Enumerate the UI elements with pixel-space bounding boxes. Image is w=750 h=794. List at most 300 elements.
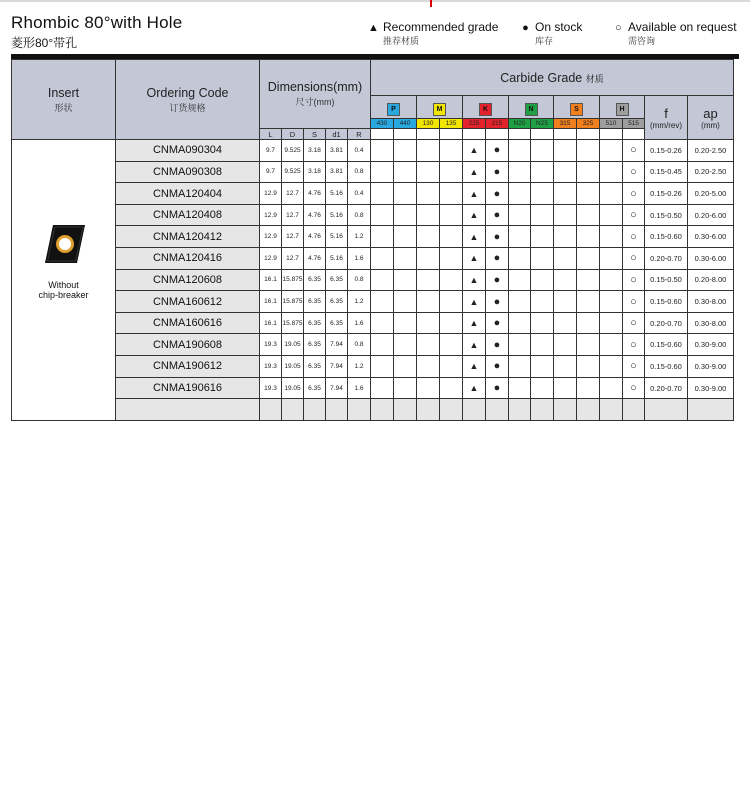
on-request-ring-icon: ○	[630, 295, 637, 308]
dot-icon: ●	[522, 22, 529, 34]
product-table	[11, 59, 734, 421]
on-stock-dot-icon: ●	[493, 144, 501, 157]
dimension-d1: 5.16	[326, 204, 348, 226]
grade-cell	[417, 269, 440, 291]
grade-cell	[417, 399, 440, 421]
triangle-icon: ▲	[368, 22, 379, 34]
depth-value: 0.20-8.00	[688, 269, 734, 291]
depth-value: 0.30-9.00	[688, 377, 734, 399]
grade-cell	[463, 140, 486, 162]
grade-cell	[623, 334, 645, 356]
grade-cell	[509, 291, 531, 313]
dimension-r	[348, 399, 371, 421]
grade-cell	[486, 312, 509, 334]
grade-cell	[371, 140, 394, 162]
grade-cell	[577, 248, 600, 270]
recommended-triangle-icon: ▲	[469, 231, 479, 242]
grade-cell	[577, 356, 600, 378]
depth-value: 0.20-5.00	[688, 183, 734, 205]
grade-cell	[440, 399, 463, 421]
grade-cell	[531, 377, 554, 399]
grade-cell	[486, 248, 509, 270]
grade-spacer	[600, 129, 623, 140]
top-rule	[0, 0, 750, 2]
dimension-r: 1.6	[348, 377, 371, 399]
dimension-l: 12.9	[260, 226, 282, 248]
ordering-code: CNMA090308	[116, 161, 260, 183]
grade-cell	[417, 248, 440, 270]
table-row	[12, 312, 734, 334]
depth-value: 0.20-2.50	[688, 140, 734, 162]
grade-cell	[623, 356, 645, 378]
legend-sub: 库存	[535, 36, 554, 46]
dimension-col-s: S	[304, 129, 326, 140]
on-stock-dot-icon: ●	[493, 273, 501, 286]
grade-spacer	[417, 129, 440, 140]
grade-cell	[486, 140, 509, 162]
grade-cell	[486, 161, 509, 183]
dimension-d1: 5.16	[326, 248, 348, 270]
grade-cell	[577, 334, 600, 356]
grade-code: 515	[623, 119, 645, 129]
grade-cell	[417, 226, 440, 248]
grade-cell	[394, 399, 417, 421]
grade-cell	[623, 204, 645, 226]
grade-cell	[371, 204, 394, 226]
grade-cell	[394, 377, 417, 399]
dimension-d: 9.525	[282, 161, 304, 183]
grade-cell	[394, 334, 417, 356]
grade-cell	[600, 161, 623, 183]
depth-value: 0.30-8.00	[688, 291, 734, 313]
grade-cell	[486, 377, 509, 399]
dimension-s: 4.76	[304, 248, 326, 270]
grade-group-m	[417, 96, 463, 119]
grade-cell	[554, 248, 577, 270]
table-row	[12, 248, 734, 270]
grade-cell	[417, 291, 440, 313]
grade-spacer	[486, 129, 509, 140]
grade-cell	[623, 377, 645, 399]
insert-header	[12, 60, 116, 140]
dimension-s: 6.35	[304, 269, 326, 291]
grade-cell	[463, 291, 486, 313]
on-request-ring-icon: ○	[630, 317, 637, 330]
grade-cell	[486, 204, 509, 226]
dimensions-header-label: Dimensions(mm)	[267, 80, 363, 94]
on-stock-dot-icon: ●	[493, 338, 501, 351]
grade-cell	[440, 377, 463, 399]
grade-cell	[623, 399, 645, 421]
grade-cell	[509, 269, 531, 291]
grade-letter-badge: S	[570, 103, 583, 116]
dimension-l: 19.3	[260, 356, 282, 378]
grade-cell	[394, 226, 417, 248]
grade-spacer	[509, 129, 531, 140]
grade-letter-badge: P	[387, 103, 400, 116]
dimension-r: 0.8	[348, 161, 371, 183]
recommended-triangle-icon: ▲	[469, 274, 479, 285]
grade-cell	[371, 248, 394, 270]
ordering-code: CNMA120608	[116, 269, 260, 291]
feed-value: 0.15-0.60	[645, 334, 688, 356]
grade-cell	[554, 356, 577, 378]
carbide-grade-cn: 材质	[585, 73, 604, 84]
grade-cell	[509, 183, 531, 205]
insert-header-label: Insert	[47, 85, 80, 100]
grade-group-k	[463, 96, 509, 119]
grade-cell	[577, 140, 600, 162]
dimension-s: 3.18	[304, 161, 326, 183]
dimension-d: 19.05	[282, 356, 304, 378]
on-request-ring-icon: ○	[630, 209, 637, 222]
dimension-d: 15.875	[282, 312, 304, 334]
dimension-d: 9.525	[282, 140, 304, 162]
table-row	[12, 140, 734, 162]
recommended-triangle-icon: ▲	[469, 210, 479, 221]
grade-cell	[600, 377, 623, 399]
grade-cell	[371, 291, 394, 313]
recommended-triangle-icon: ▲	[469, 361, 479, 372]
feed-value: 0.15-0.60	[645, 226, 688, 248]
grade-cell	[623, 226, 645, 248]
dimension-d: 15.875	[282, 291, 304, 313]
legend-label: Recommended grade	[383, 20, 499, 34]
grade-cell	[486, 399, 509, 421]
grade-cell	[371, 356, 394, 378]
feed-value: 0.20-0.70	[645, 248, 688, 270]
depth-value: 0.30-9.00	[688, 356, 734, 378]
grade-letter-badge: M	[433, 103, 446, 116]
grade-cell	[440, 334, 463, 356]
table-row	[12, 226, 734, 248]
on-stock-dot-icon: ●	[493, 382, 501, 394]
dimension-col-d1: d1	[326, 129, 348, 140]
feed-value: 0.15-0.26	[645, 183, 688, 205]
grade-cell	[509, 399, 531, 421]
grade-spacer	[531, 129, 554, 140]
grade-cell	[440, 183, 463, 205]
ordering-code	[116, 399, 260, 421]
depth-value	[688, 399, 734, 421]
grade-cell	[600, 226, 623, 248]
feed-value	[645, 399, 688, 421]
grade-cell	[417, 204, 440, 226]
grade-cell	[577, 312, 600, 334]
grade-cell	[509, 140, 531, 162]
grade-cell	[394, 269, 417, 291]
ordering-code: CNMA120408	[116, 204, 260, 226]
dimension-d1	[326, 399, 348, 421]
dimension-l: 12.9	[260, 248, 282, 270]
depth-unit: (mm)	[701, 120, 720, 130]
on-request-ring-icon: ○	[630, 252, 637, 265]
grade-spacer	[554, 129, 577, 140]
recommended-triangle-icon: ▲	[469, 296, 479, 307]
ordering-code: CNMA120412	[116, 226, 260, 248]
grade-cell	[554, 204, 577, 226]
grade-cell	[531, 161, 554, 183]
grade-cell	[554, 291, 577, 313]
grade-cell	[623, 269, 645, 291]
grade-group-n	[509, 96, 554, 119]
dimension-s: 6.35	[304, 312, 326, 334]
grade-code: 510	[600, 119, 623, 129]
dimension-l: 12.9	[260, 204, 282, 226]
feed-value: 0.15-0.50	[645, 269, 688, 291]
grade-cell	[623, 248, 645, 270]
grade-cell	[440, 226, 463, 248]
dimension-d1: 5.16	[326, 226, 348, 248]
grade-cell	[509, 334, 531, 356]
grade-cell	[577, 226, 600, 248]
dimension-d: 19.05	[282, 334, 304, 356]
grade-cell	[531, 334, 554, 356]
ordering-header-label: Ordering Code	[146, 85, 229, 100]
carbide-grade-label: Carbide Grade	[500, 70, 583, 85]
on-request-ring-icon: ○	[630, 187, 637, 200]
on-request-ring-icon: ○	[630, 165, 637, 178]
grade-cell	[440, 291, 463, 313]
dimension-s: 6.35	[304, 291, 326, 313]
grade-code: N25	[531, 119, 554, 129]
grade-cell	[623, 312, 645, 334]
on-stock-dot-icon: ●	[493, 317, 501, 330]
recommended-triangle-icon: ▲	[469, 383, 479, 393]
dimension-d	[282, 399, 304, 421]
grade-cell	[486, 269, 509, 291]
grade-cell	[554, 269, 577, 291]
ordering-code: CNMA120404	[116, 183, 260, 205]
dimensions-header-cn: 尺寸(mm)	[295, 97, 335, 107]
dimension-r: 0.8	[348, 269, 371, 291]
grade-cell	[463, 312, 486, 334]
feed-value: 0.15-0.60	[645, 291, 688, 313]
grade-cell	[600, 291, 623, 313]
grade-cell	[417, 377, 440, 399]
grade-cell	[577, 183, 600, 205]
depth-header	[688, 96, 734, 140]
grade-cell	[554, 183, 577, 205]
grade-cell	[463, 248, 486, 270]
grade-cell	[509, 204, 531, 226]
grade-code: 430	[371, 119, 394, 129]
on-stock-dot-icon: ●	[493, 360, 501, 373]
dimension-l: 9.7	[260, 140, 282, 162]
dimension-d1: 3.81	[326, 140, 348, 162]
grade-cell	[463, 377, 486, 399]
grade-cell	[600, 399, 623, 421]
grade-spacer	[371, 129, 394, 140]
grade-cell	[600, 269, 623, 291]
grade-cell	[554, 312, 577, 334]
grade-cell	[554, 377, 577, 399]
dimension-d1: 5.16	[326, 183, 348, 205]
dimension-s	[304, 399, 326, 421]
grade-cell	[554, 140, 577, 162]
grade-cell	[577, 399, 600, 421]
dimension-l: 12.9	[260, 183, 282, 205]
dimension-r: 1.2	[348, 356, 371, 378]
grade-cell	[394, 291, 417, 313]
grade-spacer	[463, 129, 486, 140]
on-stock-dot-icon: ●	[493, 295, 501, 308]
carbide-grade-header	[371, 60, 734, 96]
grade-cell	[486, 183, 509, 205]
depth-value: 0.20-6.00	[688, 204, 734, 226]
on-request-ring-icon: ○	[630, 273, 637, 286]
grade-cell	[371, 399, 394, 421]
grade-cell	[440, 248, 463, 270]
grade-cell	[600, 183, 623, 205]
depth-value: 0.30-6.00	[688, 226, 734, 248]
dimension-d: 15.875	[282, 269, 304, 291]
table-row	[12, 291, 734, 313]
grade-cell	[531, 269, 554, 291]
grade-cell	[371, 377, 394, 399]
grade-code: 315	[554, 119, 577, 129]
grade-cell	[554, 334, 577, 356]
grade-cell	[623, 183, 645, 205]
ordering-code: CNMA190612	[116, 356, 260, 378]
grade-cell	[371, 312, 394, 334]
grade-cell	[371, 161, 394, 183]
ordering-header-cn: 订货规格	[169, 102, 206, 113]
grade-cell	[371, 269, 394, 291]
dimension-l: 19.3	[260, 377, 282, 399]
grade-spacer	[440, 129, 463, 140]
grade-cell	[531, 248, 554, 270]
page-title: Rhombic 80°with Hole	[11, 13, 183, 32]
grade-cell	[623, 140, 645, 162]
grade-cell	[554, 399, 577, 421]
grade-code: 440	[394, 119, 417, 129]
insert-label-line2: chip-breaker	[38, 290, 89, 300]
grade-cell	[509, 226, 531, 248]
grade-cell	[531, 204, 554, 226]
dimension-l: 9.7	[260, 161, 282, 183]
feed-value: 0.15-0.50	[645, 204, 688, 226]
insert-header-cn: 形状	[54, 102, 73, 113]
grade-cell	[623, 291, 645, 313]
legend-label: On stock	[535, 20, 583, 34]
grade-cell	[554, 161, 577, 183]
grade-code: N20	[509, 119, 531, 129]
insert-label	[12, 280, 115, 300]
grade-cell	[417, 312, 440, 334]
grade-spacer	[623, 129, 645, 140]
dimension-d: 12.7	[282, 204, 304, 226]
grade-cell	[509, 312, 531, 334]
grade-cell	[531, 312, 554, 334]
grade-spacer	[577, 129, 600, 140]
dimension-d1: 6.35	[326, 291, 348, 313]
grade-cell	[394, 204, 417, 226]
dimension-d: 12.7	[282, 248, 304, 270]
dimension-s: 4.76	[304, 204, 326, 226]
grade-cell	[417, 356, 440, 378]
grade-cell	[509, 161, 531, 183]
on-stock-dot-icon: ●	[493, 252, 501, 265]
dimension-r: 1.6	[348, 312, 371, 334]
grade-cell	[417, 161, 440, 183]
grade-cell	[531, 183, 554, 205]
ordering-header	[116, 60, 260, 140]
depth-value: 0.30-9.00	[688, 334, 734, 356]
grade-cell	[623, 161, 645, 183]
table-row	[12, 377, 734, 399]
grade-cell	[577, 204, 600, 226]
grade-cell	[394, 183, 417, 205]
dimension-col-r: R	[348, 129, 371, 140]
grade-cell	[463, 334, 486, 356]
dimension-l: 16.1	[260, 291, 282, 313]
ordering-code: CNMA190608	[116, 334, 260, 356]
dimension-d1: 6.35	[326, 269, 348, 291]
page-subtitle: 菱形80°带孔	[11, 36, 78, 50]
grade-cell	[486, 356, 509, 378]
ordering-code: CNMA160616	[116, 312, 260, 334]
grade-cell	[463, 226, 486, 248]
dimension-s: 4.76	[304, 226, 326, 248]
on-request-ring-icon: ○	[630, 382, 637, 394]
insert-image-cell	[12, 140, 116, 421]
grade-cell	[394, 312, 417, 334]
grade-cell	[486, 226, 509, 248]
table-row	[12, 399, 734, 421]
dimension-s: 6.35	[304, 377, 326, 399]
feed-symbol: f	[664, 105, 668, 121]
rhombic-insert-icon	[43, 222, 87, 266]
ordering-code: CNMA090304	[116, 140, 260, 162]
dimension-s: 6.35	[304, 334, 326, 356]
top-marker	[430, 0, 432, 7]
dimension-r: 0.8	[348, 204, 371, 226]
grade-cell	[440, 204, 463, 226]
table-row	[12, 334, 734, 356]
grade-cell	[417, 183, 440, 205]
grade-cell	[600, 204, 623, 226]
dimension-s: 3.18	[304, 140, 326, 162]
dimension-d1: 7.94	[326, 377, 348, 399]
dimension-col-l: L	[260, 129, 282, 140]
grade-cell	[577, 377, 600, 399]
table-row	[12, 204, 734, 226]
depth-value: 0.30-6.00	[688, 248, 734, 270]
grade-cell	[577, 269, 600, 291]
dimension-d1: 7.94	[326, 356, 348, 378]
depth-value: 0.20-2.50	[688, 161, 734, 183]
dimension-r: 1.2	[348, 291, 371, 313]
dimension-s: 4.76	[304, 183, 326, 205]
dimension-d1: 7.94	[326, 334, 348, 356]
ordering-code: CNMA160612	[116, 291, 260, 313]
grade-cell	[577, 161, 600, 183]
dimension-r: 1.6	[348, 248, 371, 270]
recommended-triangle-icon: ▲	[469, 166, 479, 177]
dimension-d: 12.7	[282, 226, 304, 248]
grade-group-s	[554, 96, 600, 119]
grade-cell	[417, 334, 440, 356]
on-stock-dot-icon: ●	[493, 230, 501, 243]
grade-cell	[600, 334, 623, 356]
table-row	[12, 269, 734, 291]
dimension-l: 16.1	[260, 312, 282, 334]
dimension-r: 1.2	[348, 226, 371, 248]
grade-cell	[554, 226, 577, 248]
dimension-d1: 3.81	[326, 161, 348, 183]
grade-cell	[463, 204, 486, 226]
